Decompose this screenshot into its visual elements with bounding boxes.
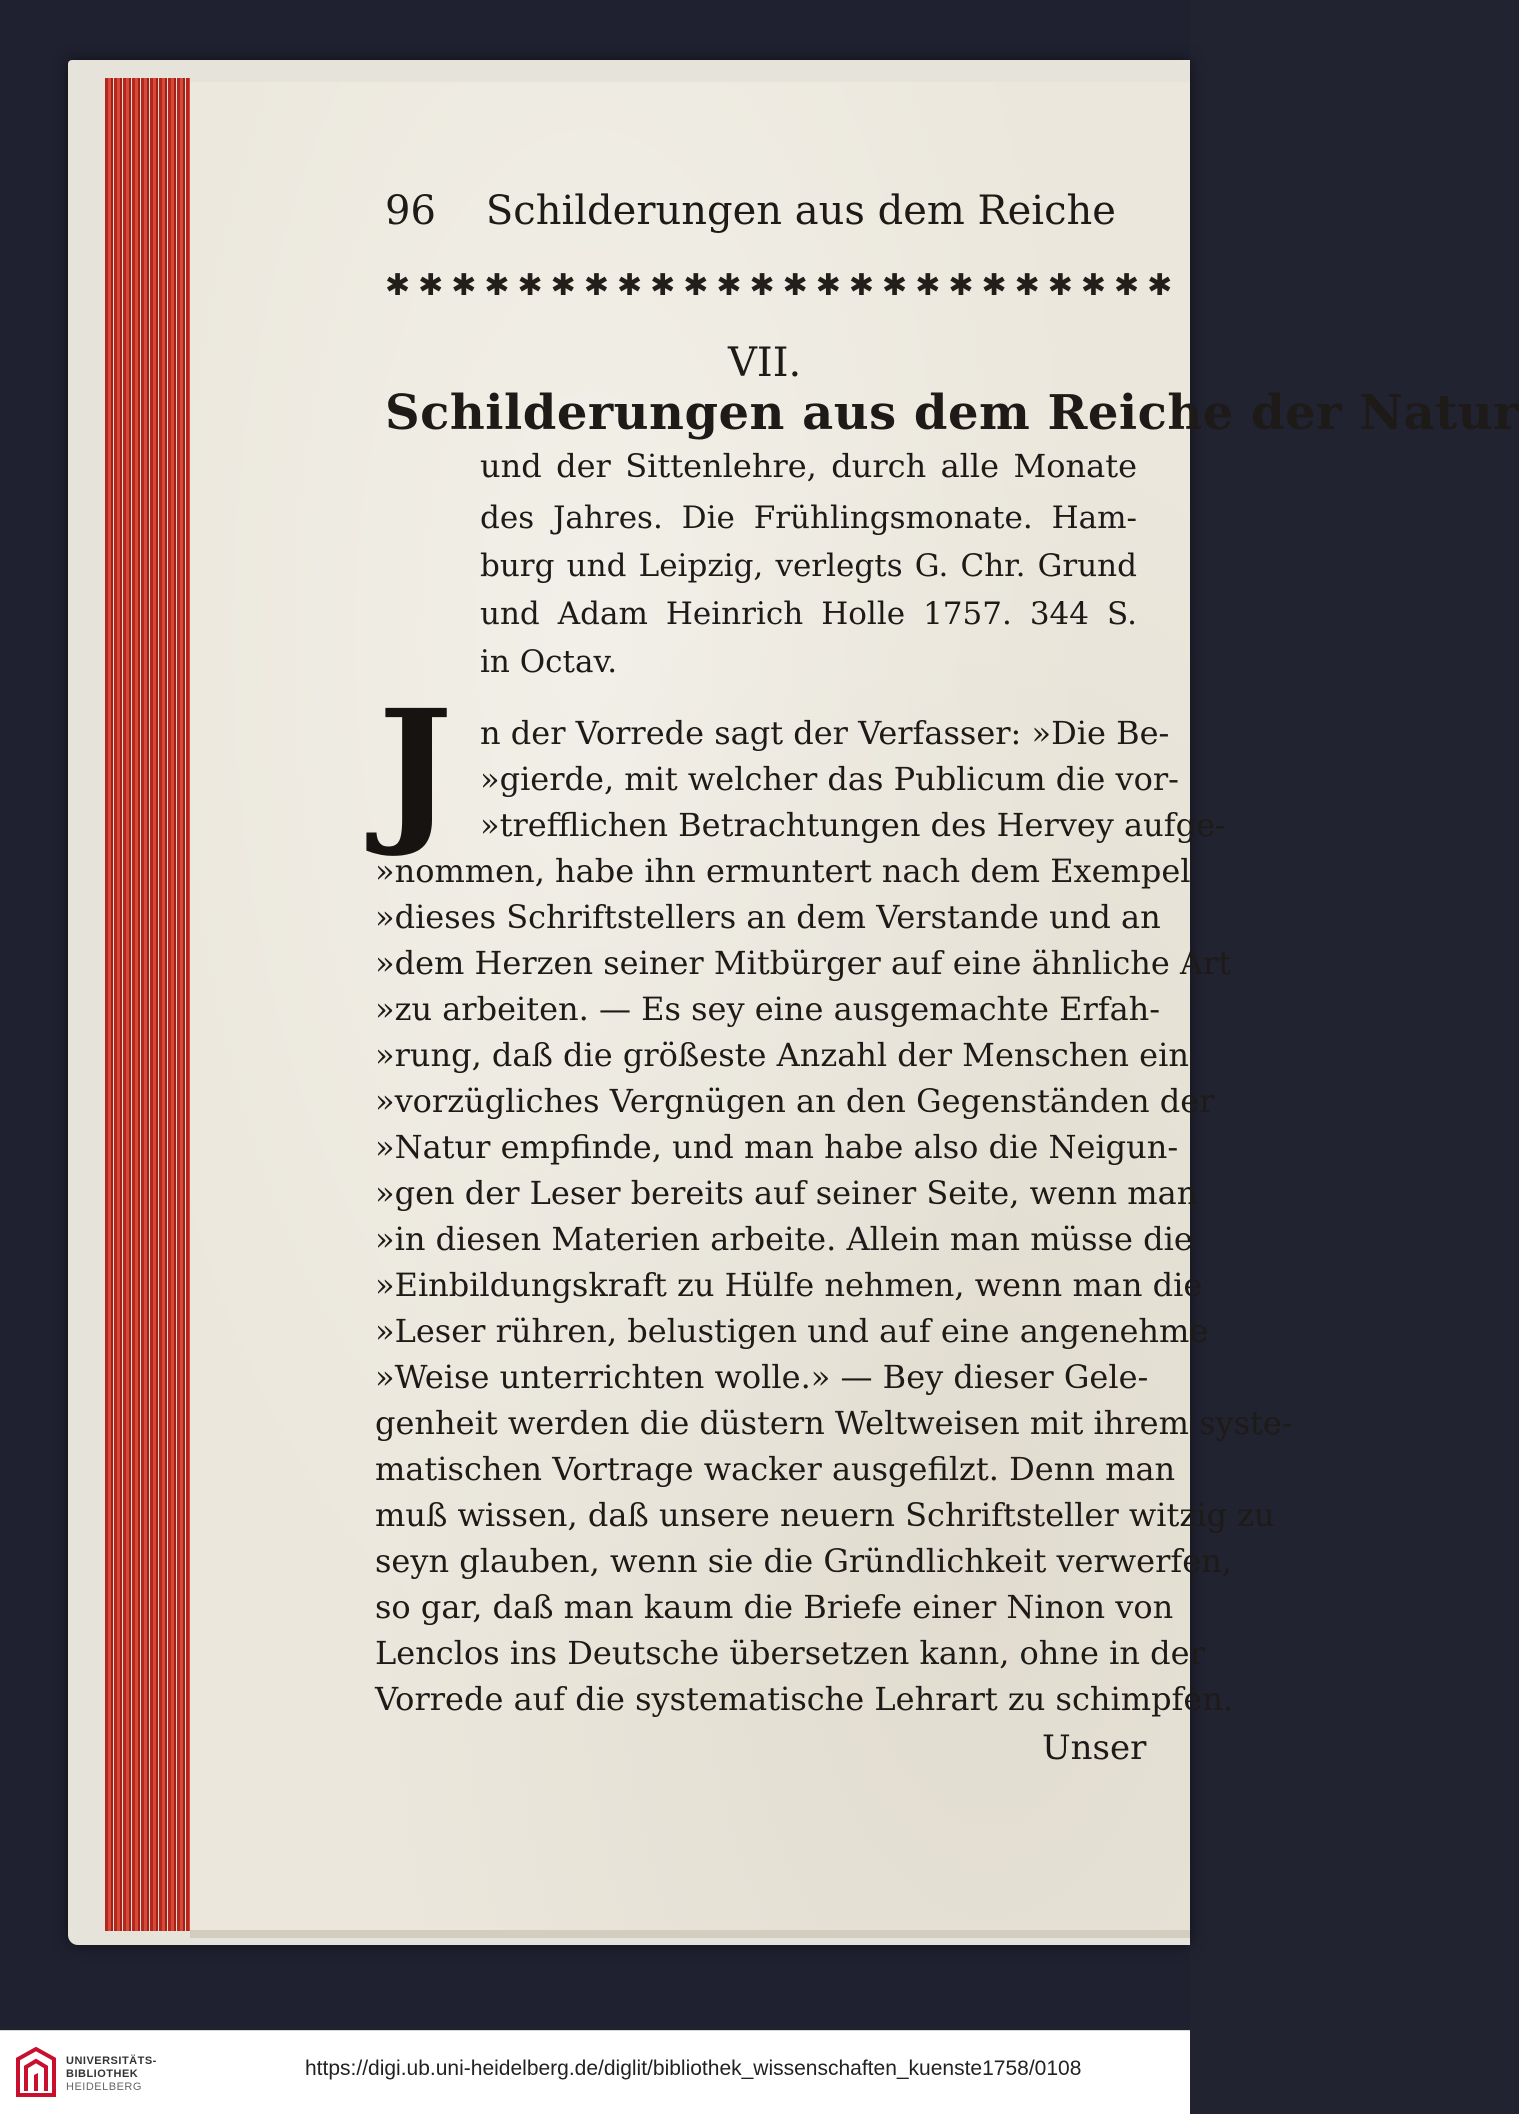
body-line: »rung, daß die größeste Anzahl der Menschen ein (375, 1036, 1189, 1074)
body-line: Vorrede auf die systematische Lehrart zu schimpfen. (375, 1680, 1234, 1718)
university-library-logo-icon[interactable] (14, 2045, 58, 2099)
body-line: »gierde, mit welcher das Publicum die vor- (480, 760, 1179, 798)
red-page-edge (105, 78, 190, 1931)
drop-cap: J (378, 676, 453, 861)
page-number: 96 (385, 188, 436, 234)
running-head (385, 188, 1116, 234)
library-name (66, 2055, 157, 2094)
body-line: »Leser rühren, belustigen und auf eine angenehme (375, 1312, 1209, 1350)
body-line: so gar, daß man kaum die Briefe einer Ninon von (375, 1588, 1174, 1626)
body-line: »Weise unterrichten wolle.» — Bey dieser Gele- (375, 1358, 1149, 1396)
reference-line: in Octav. (480, 644, 618, 680)
body-line: »nommen, habe ihn ermuntert nach dem Exempel (375, 852, 1191, 890)
reference-line: des Jahres. Die Frühlingsmonate. Ham- (480, 500, 1137, 536)
body-line: »gen der Leser bereits auf seiner Seite, wenn man (375, 1174, 1198, 1212)
article-title: Schilderungen aus dem Reiche der Natur (385, 385, 1519, 441)
body-line: n der Vorrede sagt der Verfasser: »Die Be- (480, 714, 1170, 752)
body-line: genheit werden die düstern Weltweisen mit ihrem syste- (375, 1404, 1293, 1442)
page-bottom-edge (190, 1930, 1190, 1938)
body-line: »trefflichen Betrachtungen des Hervey aufge- (480, 806, 1226, 844)
reference-line: und Adam Heinrich Holle 1757. 344 S. (480, 596, 1137, 632)
section-number: VII. (728, 340, 802, 386)
reference-line: und der Sittenlehre, durch alle Monate (480, 447, 1137, 485)
library-name-line: BIBLIOTHEK (66, 2068, 139, 2080)
library-name-line: HEIDELBERG (66, 2081, 142, 2093)
footer-bar (0, 2030, 1190, 2114)
body-line: »dieses Schriftstellers an dem Verstande und an (375, 898, 1161, 936)
reference-line: burg und Leipzig, verlegts G. Chr. Grund (480, 548, 1137, 584)
ornament-rule: ✱✱✱✱✱✱✱✱✱✱✱✱✱✱✱✱✱✱✱✱✱✱✱✱ (385, 268, 1181, 303)
body-line: Lenclos ins Deutsche übersetzen kann, ohne in der (375, 1634, 1205, 1672)
body-line: muß wissen, daß unsere neuern Schriftsteller witzig zu (375, 1496, 1275, 1534)
catchword: Unser (1042, 1728, 1147, 1768)
library-name-line: UNIVERSITÄTS- (66, 2055, 157, 2067)
body-line: »Natur empfinde, und man habe also die Neigun- (375, 1128, 1179, 1166)
body-line: »zu arbeiten. — Es sey eine ausgemachte Erfah- (375, 990, 1161, 1028)
body-line: seyn glauben, wenn sie die Gründlichkeit verwerfen, (375, 1542, 1232, 1580)
running-head-title: Schilderungen aus dem Reiche (485, 188, 1116, 234)
body-line: »vorzügliches Vergnügen an den Gegenständen der (375, 1082, 1215, 1120)
permalink-url[interactable]: https://digi.ub.uni-heidelberg.de/diglit/bibliothek_wissenschaften_kuenste1758/0108 (305, 2057, 1082, 2080)
body-line: »in diesen Materien arbeite. Allein man müsse die (375, 1220, 1193, 1258)
body-line: matischen Vortrage wacker ausgefilzt. Denn man (375, 1450, 1176, 1488)
body-line: »Einbildungskraft zu Hülfe nehmen, wenn man die (375, 1266, 1203, 1304)
body-line: »dem Herzen seiner Mitbürger auf eine ähnliche Art (375, 944, 1232, 982)
